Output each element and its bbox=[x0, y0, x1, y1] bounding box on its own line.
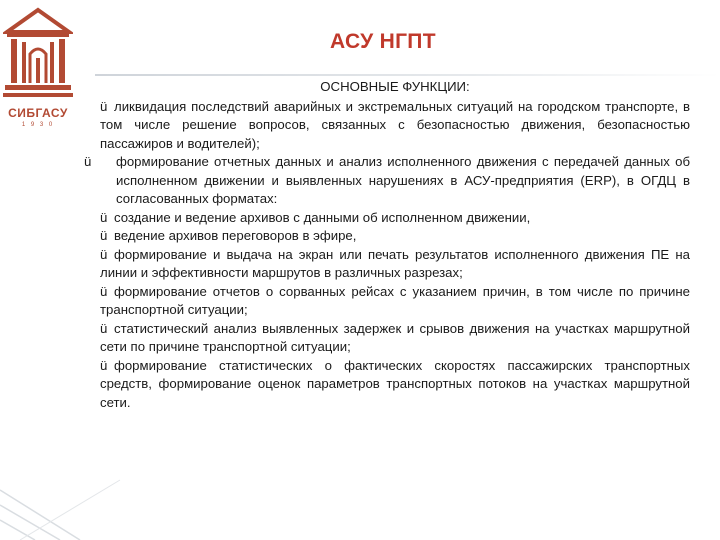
checkmark-icon: ü bbox=[100, 357, 108, 373]
list-item-text: формирование статистических о фактических скоростях пассажирских транспортных средств, формирование оценок параметров транспортных потоков на участках маршрутной сети. bbox=[100, 357, 690, 410]
list-item-text: ведение архивов переговоров в эфире, bbox=[114, 228, 357, 243]
checkmark-icon: ü bbox=[100, 209, 108, 225]
list-item-text: формирование отчетных данных и анализ исполненного движения с передачей данных об исполненном движении и выявленных нарушениях в АСУ-предприятия (ERP), в ОГДЦ в согласованных форматах: bbox=[116, 154, 690, 206]
list-item-text: ликвидация последствий аварийных и экстремальных ситуаций на городском транспорте, в том числе решение вопросов, связанных с безопасностью движения, безопасностью пассажиров и водителей); bbox=[100, 98, 690, 151]
list-item-text: формирование отчетов о сорванных рейсах с указанием причин, в том числе по причине транспортной ситуации; bbox=[100, 283, 690, 317]
building-emblem-icon bbox=[3, 6, 73, 106]
list-item bbox=[100, 320, 690, 357]
checkmark-icon: ü bbox=[100, 228, 108, 243]
list-item bbox=[100, 209, 690, 228]
title-divider bbox=[95, 74, 720, 76]
list-heading: ОСНОВНЫЕ ФУНКЦИИ: bbox=[320, 79, 470, 94]
checkmark-icon: ü bbox=[100, 283, 108, 299]
checkmark-icon: ü bbox=[84, 154, 92, 169]
logo-caption: СИБГАСУ bbox=[8, 106, 68, 120]
list-item bbox=[100, 227, 690, 246]
university-logo bbox=[3, 6, 73, 126]
checkmark-icon: ü bbox=[100, 320, 108, 336]
list-item bbox=[84, 153, 690, 209]
page-title: АСУ НГПТ bbox=[330, 30, 436, 53]
checkmark-icon: ü bbox=[100, 98, 108, 114]
list-item bbox=[100, 98, 690, 154]
logo-year: 1 9 3 0 bbox=[21, 122, 55, 128]
functions-list bbox=[84, 78, 690, 412]
list-item bbox=[100, 357, 690, 413]
list-item bbox=[100, 283, 690, 320]
list-item bbox=[100, 246, 690, 283]
list-item-text: статистический анализ выявленных задержек и срывов движения на участках маршрутной сети по причине транспортной ситуации; bbox=[100, 320, 690, 354]
list-item-text: формирование и выдача на экран или печать результатов исполненного движения ПЕ на линии и эффективности маршрутов в различных разрезах; bbox=[100, 246, 690, 280]
corner-decoration bbox=[0, 420, 200, 540]
checkmark-icon: ü bbox=[100, 246, 108, 262]
list-item-text: создание и ведение архивов с данными об исполненном движении, bbox=[114, 209, 531, 225]
